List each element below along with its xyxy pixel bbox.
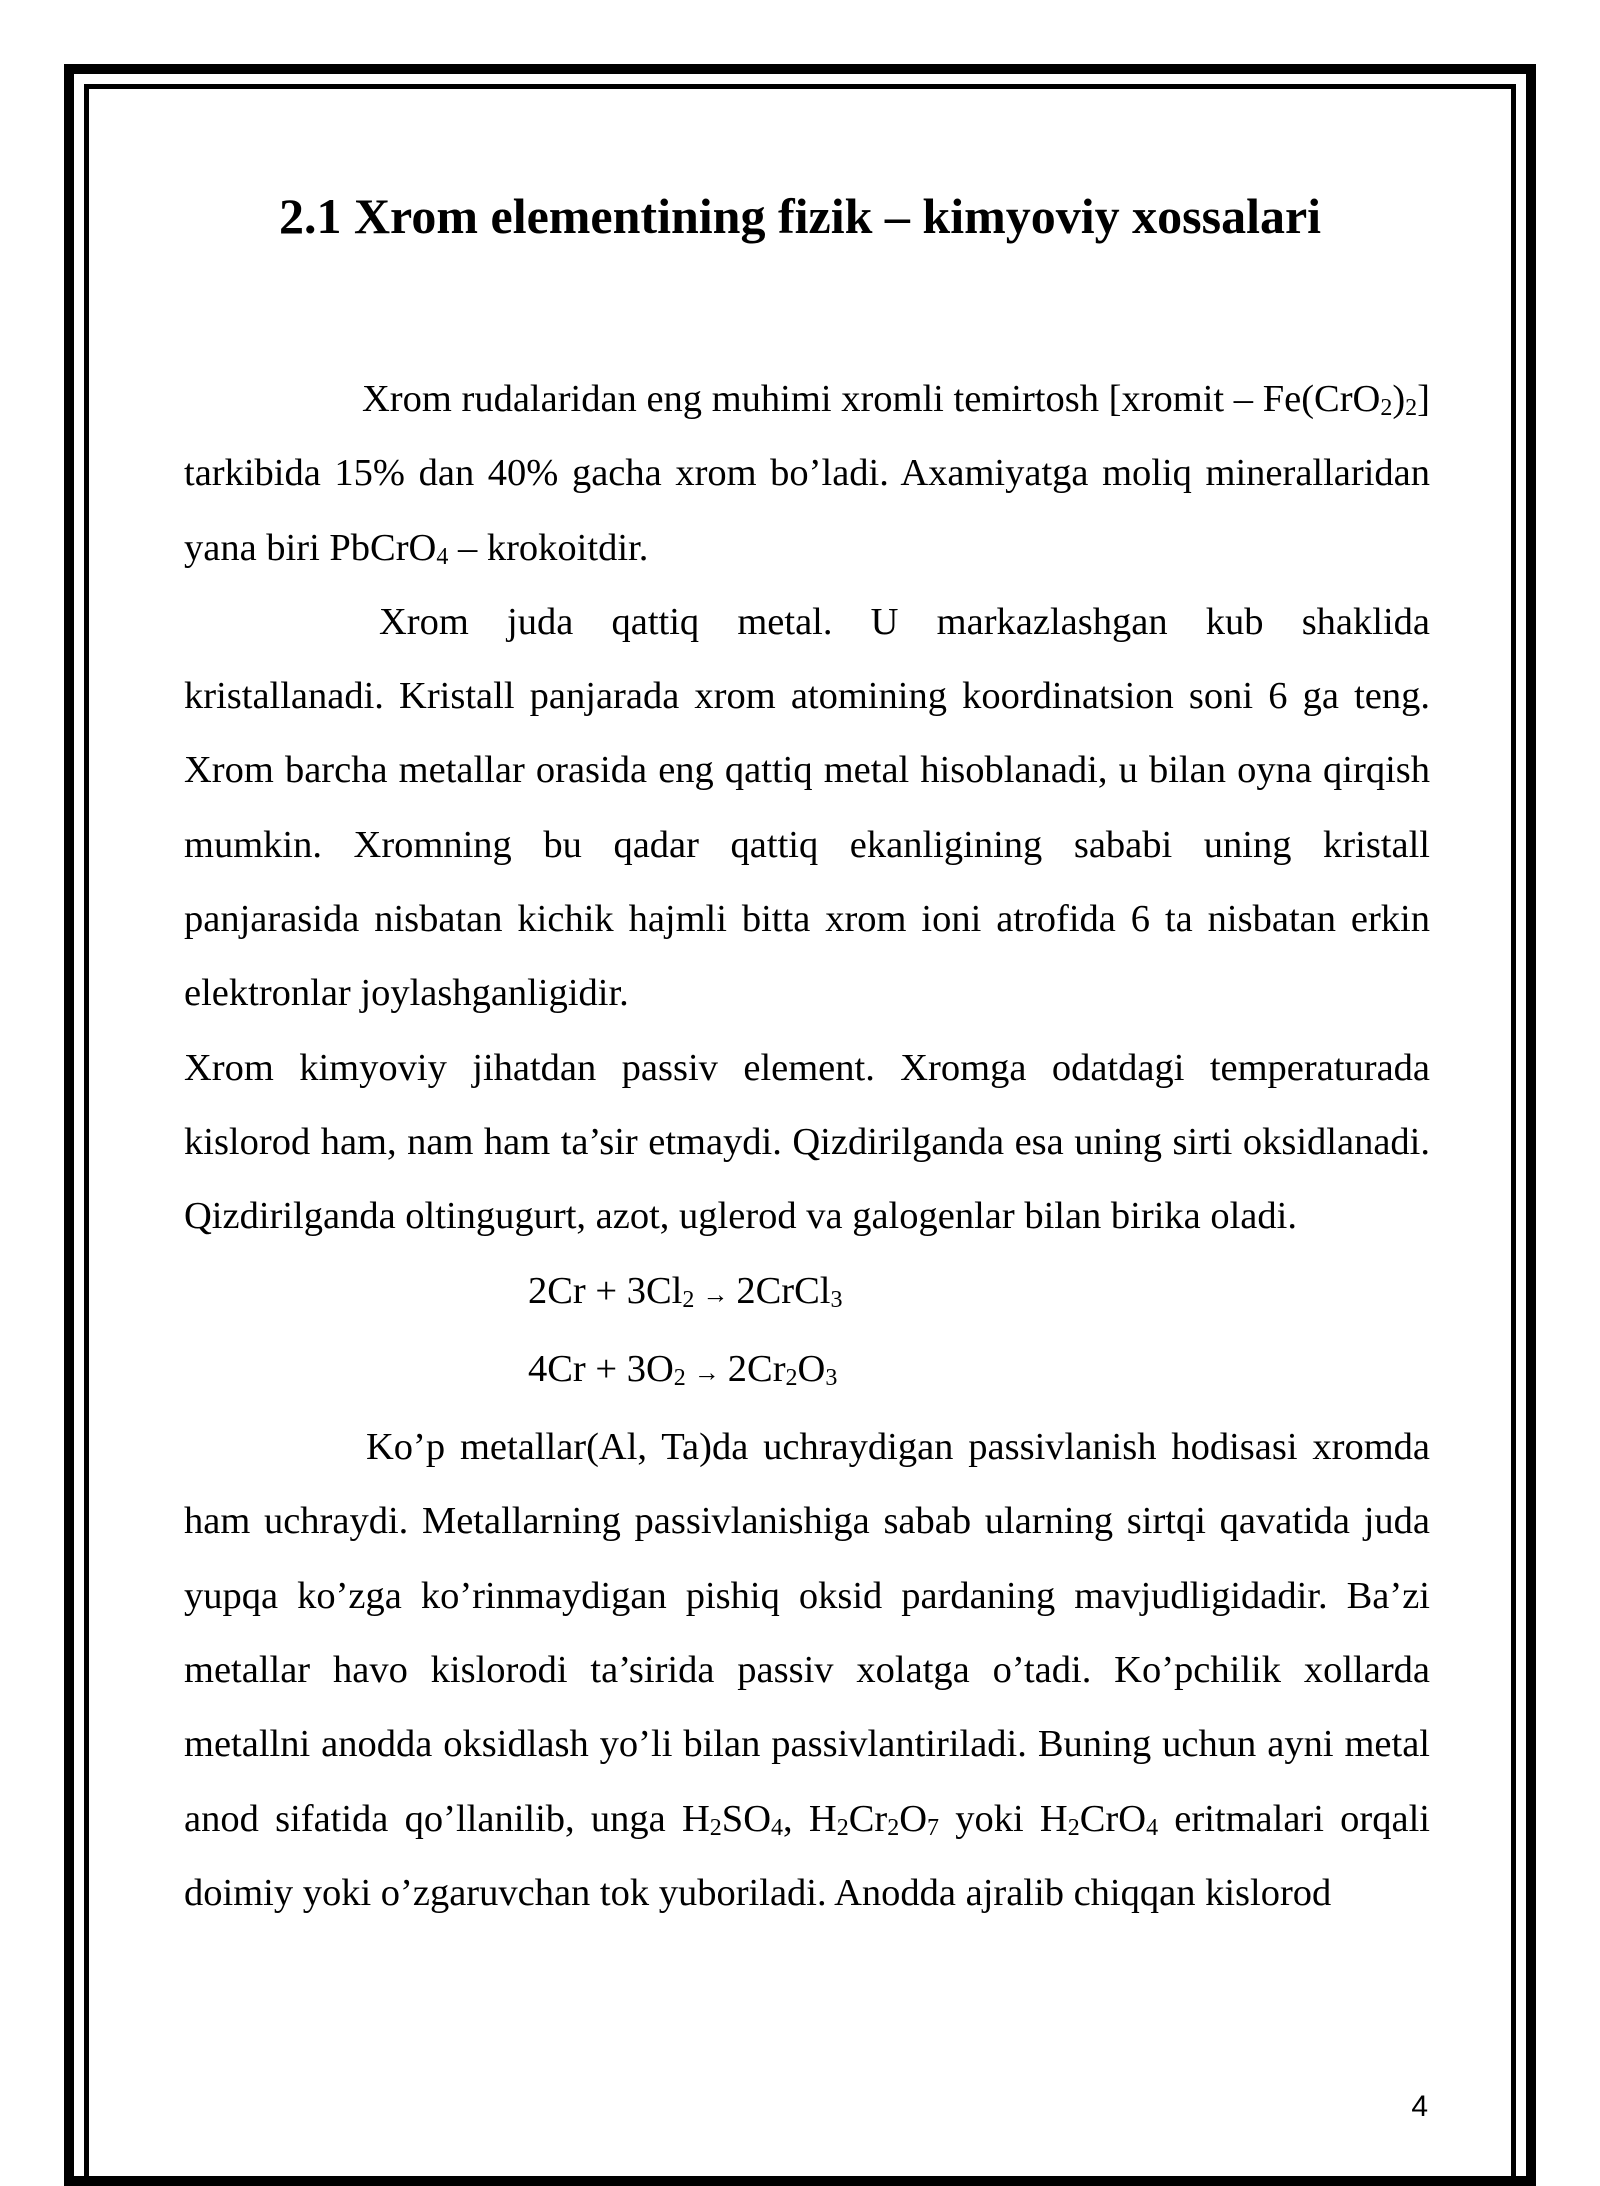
subscript: 4 — [436, 543, 449, 570]
subscript: 2 — [1380, 395, 1393, 421]
subscript: 3 — [825, 1364, 838, 1391]
subscript: 2 — [673, 1364, 686, 1391]
text-run: SO — [721, 1797, 772, 1840]
text-run: 4Cr + 3O — [528, 1347, 674, 1390]
subscript: 3 — [830, 1286, 843, 1313]
paragraph-passivation — [184, 1410, 1430, 1930]
text-run: Xrom rudalaridan eng muhimi xromli temirtosh [xromit – Fe(CrO — [362, 378, 1381, 420]
text-run: 2Cr — [727, 1347, 786, 1390]
subscript: 7 — [927, 1814, 939, 1841]
text-run: , H — [783, 1797, 837, 1840]
paragraph-chemical-properties: Xrom kimyoviy jihatdan passiv element. Xromga odatdagi temperaturada kislorod ham, nam ham ta’sir etmaydi. Qizdirilganda esa uning sirti oksidlanadi. Qizdirilganda oltingugurt, azot, uglerod va galogenlar bilan birika oladi. — [184, 1046, 1430, 1238]
section-title: 2.1 Xrom elementining fizik – kimyoviy xossalari — [278, 188, 1322, 244]
text-run: 2Cr + 3Cl — [528, 1269, 683, 1312]
subscript: 2 — [785, 1364, 798, 1391]
page-number: 4 — [1411, 2090, 1428, 2123]
subscript: 2 — [836, 1814, 849, 1841]
text-run: 2CrCl — [736, 1269, 831, 1312]
reaction-arrow: → — [693, 1357, 720, 1387]
text-run: ] tarkibida 15% dan 40% gacha xrom bo’ladi. Axamiyatga moliq minerallaridan yana biri PbCrO — [184, 378, 1430, 569]
subscript: 4 — [1146, 1814, 1159, 1841]
subscript: 2 — [709, 1814, 722, 1841]
text-run: O — [899, 1797, 927, 1840]
page-border-bottom — [64, 2176, 1536, 2186]
paragraph-chromium-ores — [184, 362, 1430, 585]
paragraph-hardness: Xrom juda qattiq metal. U markazlashgan kub shaklida kristallanadi. Kristall panjarada xrom atomining koordinatsion soni 6 ga teng. Xrom barcha metallar orasida eng qattiq metal hisoblanadi, u bilan oyna qirqish mumkin. Xromning bu qadar qattiq ekanligining sababi uning kristall panjarasida nisbatan kichik hajmli bitta xrom ioni atrofida 6 ta nisbatan erkin elektronlar joylashganligidir. — [184, 600, 1430, 1015]
text-run: O — [797, 1347, 826, 1390]
text-run: Cr — [848, 1797, 888, 1840]
text-run: yoki H — [939, 1797, 1068, 1840]
subscript: 2 — [1405, 395, 1418, 421]
text-run: eritmalari orqali doimiy yoki o’zgaruvchan tok yuboriladi. Anodda ajralib chiqqan kislorod — [184, 1797, 1430, 1914]
subscript: 2 — [1067, 1814, 1080, 1841]
text-run: ) — [1392, 378, 1406, 420]
equation-chlorination — [184, 1254, 1430, 1332]
subscript: 2 — [682, 1286, 695, 1313]
equation-oxidation — [184, 1332, 1430, 1410]
text-run: CrO — [1079, 1797, 1147, 1840]
text-run: – krokoitdir. — [448, 526, 649, 569]
text-run: Ko’p metallar(Al, Ta)da uchraydigan passivlanish hodisasi xromda ham uchraydi. Metallarning passivlanishiga sabab ularning sirtqi qavatida juda yupqa ko’zga ko’rinmaydigan pishiq oksid pardaning mavjudligidadir. Ba’zi metallar havo kislorodi ta’sirida passiv xolatga o’tadi. Ko’pchilik xollarda metallni anodda oksidlash yo’li bilan passivlantiriladi. Buning uchun ayni metal anod sifatida qo’llanilib, unga H — [184, 1426, 1430, 1840]
body-text — [184, 362, 1430, 1930]
subscript: 4 — [771, 1814, 784, 1841]
subscript: 2 — [887, 1814, 900, 1841]
reaction-arrow: → — [702, 1279, 729, 1309]
